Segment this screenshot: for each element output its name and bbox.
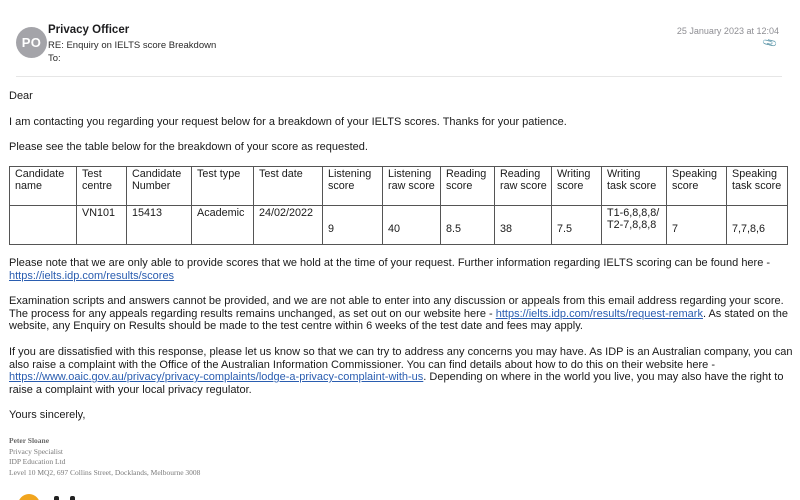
paragraph-complaints <box>9 346 794 396</box>
table-cell: 15413 <box>127 206 192 245</box>
email-body <box>9 90 794 167</box>
table-cell: Academic <box>192 206 254 245</box>
idp-logo <box>14 490 154 500</box>
table-header-row <box>10 167 788 206</box>
table-header: Listening score <box>323 167 383 206</box>
email-date: 25 January 2023 at 12:04 <box>676 26 779 36</box>
table-cell: 8.5 <box>441 206 495 245</box>
sender-avatar: PO <box>16 27 47 58</box>
table-header: Reading raw score <box>495 167 552 206</box>
table-cell: VN101 <box>77 206 127 245</box>
table-header: Speaking task score <box>727 167 788 206</box>
email-subject: RE: Enquiry on IELTS score Breakdown <box>48 40 217 51</box>
paragraph-appeals <box>9 295 794 333</box>
sender-name[interactable]: Privacy Officer <box>48 24 130 36</box>
table-cell: 7 <box>667 206 727 245</box>
table-header: Speaking score <box>667 167 727 206</box>
to-label: To: <box>48 53 61 64</box>
table-cell: 40 <box>383 206 441 245</box>
table-header: Listening raw score <box>383 167 441 206</box>
signature-company: IDP Education Ltd <box>9 457 66 466</box>
table-header: Test date <box>254 167 323 206</box>
logo-glyph-icon <box>70 496 75 500</box>
table-cell: 7.5 <box>552 206 602 245</box>
table-row <box>10 206 788 245</box>
table-cell: T1-6,8,8,8/T2-7,8,8,8 <box>602 206 667 245</box>
paragraph-text: Please note that we are only able to provide scores that we hold at the time of your request. Further information regarding IELTS scoring can be found here - <box>9 257 771 269</box>
oaic-complaint-link[interactable]: https://www.oaic.gov.au/privacy/privacy-complaints/lodge-a-privacy-complaint-with-us <box>9 371 424 384</box>
paragraph-scores-note <box>9 257 794 282</box>
signature <box>9 436 200 478</box>
table-cell: 24/02/2022 <box>254 206 323 245</box>
paragraph-text: . As stated on the website, any Enquiry on Results should be made to the test centre within 6 weeks of the test date and fees may apply. <box>9 307 788 333</box>
paragraph-text: . Depending on where in the world you live, you may also have the right to raise a complaint with your local privacy regulator. <box>9 371 784 396</box>
greeting: Dear <box>9 90 33 102</box>
table-cell <box>10 206 77 245</box>
table-header: Writing task score <box>602 167 667 206</box>
paragraph-text: If you are dissatisfied with this response, please let us know so that we can try to address any concerns you may have. As IDP is an Australian company, you can also raise a complaint with the Office of the Australian Information Commissioner. You can find details about how to do this on their website here - <box>9 345 793 371</box>
table-cell: 38 <box>495 206 552 245</box>
email-body-lower <box>9 257 794 435</box>
signature-address: Level 10 MQ2, 697 Collins Street, Docklands, Melbourne 3008 <box>9 467 201 477</box>
request-remark-link[interactable]: https://ielts.idp.com/results/request-remark <box>495 307 703 320</box>
table-header: Reading score <box>441 167 495 206</box>
paperclip-icon[interactable]: 📎 <box>761 35 779 52</box>
table-cell: 7,7,8,6 <box>727 206 788 245</box>
logo-glyph-icon <box>54 496 59 500</box>
table-header: Test type <box>192 167 254 206</box>
signature-title: Privacy Specialist <box>9 446 63 456</box>
email-header <box>0 0 800 78</box>
table-header: Writing score <box>552 167 602 206</box>
logo-circle-icon <box>18 494 40 500</box>
paragraph-intro: I am contacting you regarding your request below for a breakdown of your IELTS scores. Thanks for your patience. <box>9 115 567 128</box>
signature-name: Peter Sloane <box>9 436 50 445</box>
header-divider <box>16 76 782 77</box>
scores-link[interactable]: https://ielts.idp.com/results/scores <box>9 269 175 282</box>
paragraph-text: Examination scripts and answers cannot be provided, and we are not able to enter into any discussion or appeals from this email address regarding your score. The process for any appeals regarding results remains unchanged, as set out on our website here - <box>9 295 784 320</box>
closing: Yours sincerely, <box>9 409 86 422</box>
table-header: Candidate name <box>10 167 77 206</box>
table-cell: 9 <box>323 206 383 245</box>
paragraph-table-intro: Please see the table below for the breakdown of your score as requested. <box>9 141 368 154</box>
score-table <box>9 166 788 245</box>
table-header: Candidate Number <box>127 167 192 206</box>
table-header: Test centre <box>77 167 127 206</box>
